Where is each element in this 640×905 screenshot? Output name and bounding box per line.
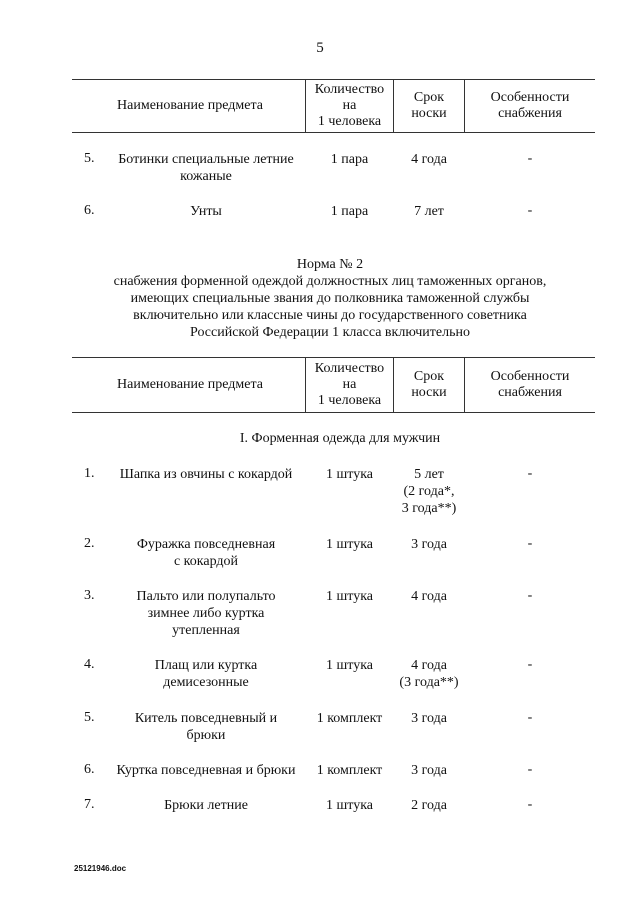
item-name: Унты xyxy=(190,204,222,219)
file-name-footer: 25121946.doc xyxy=(74,864,127,873)
row-number: 2. xyxy=(84,536,95,551)
item-term: 5 лет (2 года*, 3 года**) xyxy=(401,467,457,516)
item-note: - xyxy=(527,710,533,725)
header-notes: Особенности снабжения xyxy=(490,369,570,400)
header-item: Наименование предмета xyxy=(117,377,263,392)
header-qty: Количество на 1 человека xyxy=(314,361,385,408)
item-name: Фуражка повседневная с кокардой xyxy=(136,537,276,569)
section-title: I. Форменная одежда для мужчин xyxy=(239,431,441,446)
item-name: Брюки летние xyxy=(164,798,248,813)
item-name: Китель повседневный и брюки xyxy=(134,711,278,743)
item-note: - xyxy=(527,797,533,812)
row-number: 4. xyxy=(84,657,95,672)
item-note: - xyxy=(527,466,533,481)
row-number: 3. xyxy=(84,588,95,603)
item-term: 2 года xyxy=(411,798,447,813)
item-qty: 1 штука xyxy=(325,467,374,482)
row-number: 5. xyxy=(84,151,95,166)
header-qty: Количество на 1 человека xyxy=(314,82,385,129)
item-qty: 1 комплект xyxy=(316,711,383,726)
item-term: 4 года xyxy=(411,152,447,167)
row-number: 6. xyxy=(84,203,95,218)
item-qty: 1 пара xyxy=(330,152,369,167)
item-term: 4 года (3 года**) xyxy=(399,658,459,690)
item-qty: 1 комплект xyxy=(316,763,383,778)
item-term: 3 года xyxy=(411,711,447,726)
item-term: 3 года xyxy=(411,763,447,778)
item-name: Ботинки специальные летние кожаные xyxy=(118,152,294,184)
item-qty: 1 штука xyxy=(325,589,374,604)
norm-description: снабжения форменной одеждой должностных лиц таможенных органов, имеющих специальные звания до полковника таможенной службы включительно или классные чины до государственного советника Российской Федерации 1 класса включительно xyxy=(113,274,547,340)
item-qty: 1 штука xyxy=(325,537,374,552)
item-note: - xyxy=(527,588,533,603)
norm-title: Норма № 2 xyxy=(296,257,364,272)
item-term: 3 года xyxy=(411,537,447,552)
item-name: Пальто или полупальто зимнее либо куртка утепленная xyxy=(136,589,276,638)
header-notes: Особенности снабжения xyxy=(490,90,570,121)
row-number: 1. xyxy=(84,466,95,481)
item-note: - xyxy=(527,762,533,777)
item-qty: 1 штука xyxy=(325,798,374,813)
header-item: Наименование предмета xyxy=(117,98,263,113)
item-term: 7 лет xyxy=(414,204,444,219)
item-note: - xyxy=(527,203,533,218)
item-note: - xyxy=(527,151,533,166)
page-number: 5 xyxy=(316,40,324,56)
item-term: 4 года xyxy=(411,589,447,604)
row-number: 6. xyxy=(84,762,95,777)
row-number: 7. xyxy=(84,797,95,812)
item-name: Плащ или куртка демисезонные xyxy=(154,658,258,690)
item-note: - xyxy=(527,536,533,551)
item-name: Куртка повседневная и брюки xyxy=(116,763,296,778)
header-term: Срок носки xyxy=(411,90,447,121)
item-name: Шапка из овчины с кокардой xyxy=(119,467,293,482)
item-qty: 1 пара xyxy=(330,204,369,219)
row-number: 5. xyxy=(84,710,95,725)
item-qty: 1 штука xyxy=(325,658,374,673)
item-note: - xyxy=(527,657,533,672)
header-term: Срок носки xyxy=(411,369,447,400)
